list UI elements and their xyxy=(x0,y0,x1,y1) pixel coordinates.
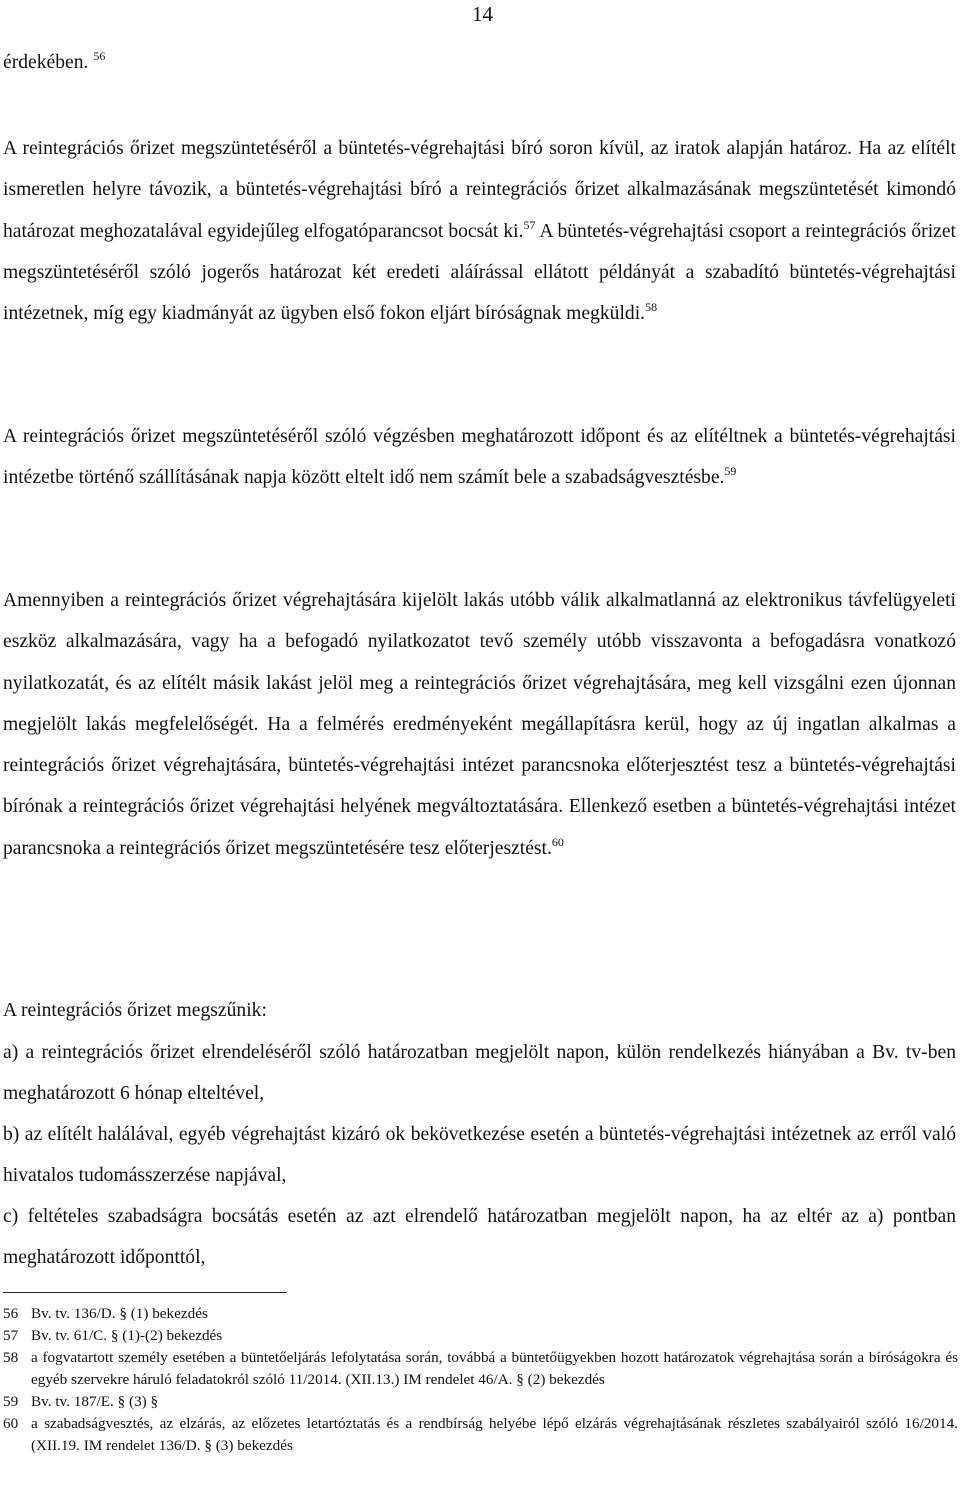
paragraph-text: érdekében. xyxy=(3,52,89,73)
paragraph-new-residence xyxy=(3,580,956,869)
paragraph-text: Amennyiben a reintegrációs őrizet végrehajtására kijelölt lakás utóbb válik alkalmatlanná az elektronikus távfelügyeleti eszköz alkalmazására, vagy ha a befogadó nyilatkozatot tevő személy utóbb visszavonta a befogadásra vonatkozó nyilatkozatát, és az elítélt másik lakást jelöl meg a reintegrációs őrizet végrehajtására, meg kell vizsgálni ezen újonnan megjelölt lakás megfelelőségét. Ha a felmérés eredményeként megállapításra kerül, hogy az új ingatlan alkalmas a reintegrációs őrizet végrehajtására, büntetés-végrehajtási intézet parancsnoka előterjesztést tesz a büntetés-végrehajtási bírónak a reintegrációs őrizet végrehajtási helyének megváltoztatására. Ellenkező esetben a büntetés-végrehajtási intézet parancsnoka a reintegrációs őrizet megszüntetésére tesz előterjesztést. xyxy=(3,590,956,859)
paragraph-text: A reintegrációs őrizet megszűnik: xyxy=(3,1000,267,1021)
footnote-ref[interactable]: 56 xyxy=(93,49,106,63)
footnote-number: 56 xyxy=(3,1305,19,1322)
footnote-text: Bv. tv. 61/C. § (1)-(2) bekezdés xyxy=(31,1327,223,1344)
list-item-a: a) a reintegrációs őrizet elrendeléséről szóló határozatban megjelölt napon, külön rendelkezés hiányában a Bv. tv-ben meghatározott 6 hónap elteltével, xyxy=(3,1042,956,1105)
paragraph-text: A reintegrációs őrizet megszüntetéséről szóló végzésben meghatározott időpont és az elítéltnek a büntetés-végrehajtási intézetbe történő szállításának napja között eltelt idő nem számít bele a szabadságvesztésbe. xyxy=(3,426,956,489)
footnote-number: 58 xyxy=(3,1349,19,1366)
footnote xyxy=(3,1325,958,1347)
list-intro xyxy=(3,990,956,1031)
footnote xyxy=(3,1303,958,1325)
footnote-ref[interactable]: 60 xyxy=(551,834,564,849)
footnote-separator xyxy=(3,1292,287,1293)
footnote-text: a fogvatartott személy esetében a büntetőeljárás lefolytatása során, továbbá a büntetőügyekben hozott határozatok végrehajtása során a bíróságokra és egyéb szervekre háruló feladatokról szóló 11/2014. (XII.13.) IM rendelet 46/A. § (2) bekezdés xyxy=(31,1349,958,1388)
paragraph-text: A büntetés-végrehajtási csoport a reintegrációs őrizet megszüntetéséről szóló jogerős határozat két eredeti aláírással ellátott példányát a szabadító büntetés-végrehajtási intézetnek, míg egy kiadmányát az ügyben első fokon eljárt bíróságnak megküldi. xyxy=(3,220,956,325)
footnote-number: 60 xyxy=(3,1415,19,1432)
paragraph-time-not-counted xyxy=(3,416,956,499)
footnotes-section xyxy=(3,1303,958,1457)
footnote-text: Bv. tv. 136/D. § (1) bekezdés xyxy=(31,1305,208,1322)
footnote xyxy=(3,1391,958,1413)
footnote-text: a szabadságvesztés, az elzárás, az előzetes letartóztatás és a rendbírság helyébe lépő elzárás végrehajtásának részletes szabályairól szóló 16/2014. (XII.19. IM rendelet 136/D. § (3) bekezdés xyxy=(31,1415,958,1454)
footnote-ref[interactable]: 59 xyxy=(724,464,737,479)
paragraph-text: A reintegrációs őrizet megszüntetéséről a büntetés-végrehajtási bíró soron kívül, az iratok alapján határoz. Ha az elítélt ismeretlen helyre távozik, a büntetés-végrehajtási bíró a reintegrációs őrizet alkalmazásának megszüntetését kimondó határozat meghozatalával egyidejűleg elfogatóparancsot bocsát ki. xyxy=(3,138,956,242)
footnote-ref[interactable]: 58 xyxy=(645,300,658,315)
paragraph-continuation xyxy=(3,42,956,83)
footnote xyxy=(3,1413,958,1457)
page-number: 14 xyxy=(472,2,493,26)
footnote-ref[interactable]: 57 xyxy=(523,217,536,232)
footnote-number: 59 xyxy=(3,1393,19,1410)
list-item-c: c) feltételes szabadságra bocsátás esetén az azt elrendelő határozatban megjelölt napon, ha az eltér az a) pontban meghatározott időponttól, xyxy=(3,1206,956,1269)
list-item-b: b) az elítélt halálával, egyéb végrehajtást kizáró ok bekövetkezése esetén a büntetés-végrehajtási intézetnek az erről való hivatalos tudomásszerzése napjával, xyxy=(3,1124,956,1187)
footnote xyxy=(3,1347,958,1391)
footnote-text: Bv. tv. 187/E. § (3) § xyxy=(31,1393,159,1410)
paragraph-termination-decision xyxy=(3,128,956,334)
footnote-number: 57 xyxy=(3,1327,19,1344)
